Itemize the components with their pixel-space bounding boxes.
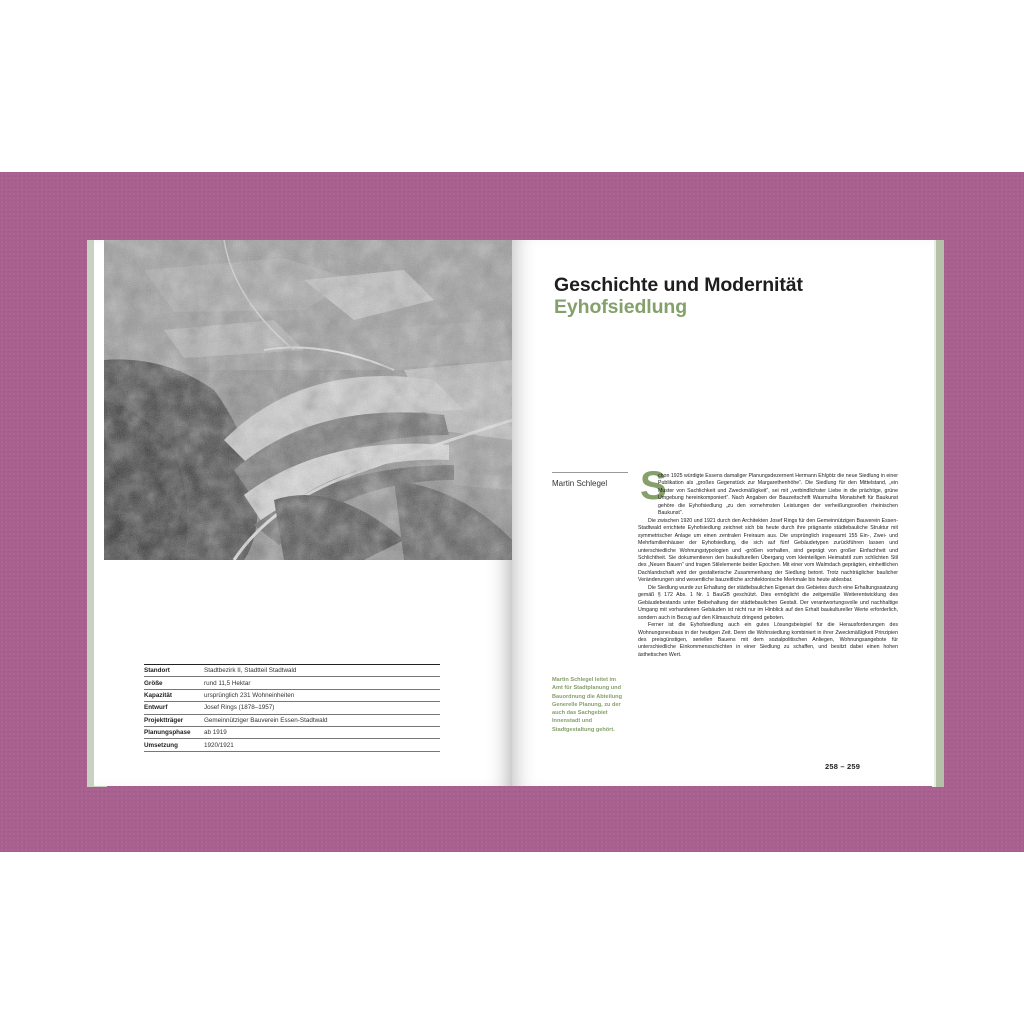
fact-label: Größe [144,679,163,687]
author-name: Martin Schlegel [552,479,608,488]
fact-value: 1920/1921 [204,741,234,749]
drop-cap: S [640,464,667,508]
table-row [144,677,440,689]
article-body [638,473,898,659]
left-page [94,240,512,786]
page-title: Geschichte und Modernität [554,274,803,296]
page-number: 258 – 259 [825,762,861,771]
table-row [144,702,440,714]
fact-label: Planungsphase [144,729,191,737]
fact-value: Stadtbezirk II, Stadtteil Stadtwald [204,667,297,675]
right-page [512,240,934,786]
table-row [144,665,440,677]
table-row [144,739,440,751]
fact-value: rund 11,5 Hektar [204,679,251,687]
table-row [144,690,440,702]
paragraph: Die Siedlung wurde zur Erhaltung der städtebaulichen Eigenart des Gebietes durch eine Erhaltungssatzung gemäß § 172 Abs. 1 Nr. 1 BauGB geschützt. Dies ermöglicht die zeitgemäße Weiterentwicklung des Gebäudebestands unter Beibehaltung der städtebaulichen Gestalt. Der verantwortungsvolle und nachhaltige Umgang mit vorhandenen Gebäuden ist nicht nur im Hinblick auf den Erhalt baukultureller Werte erforderlich, sondern auch in Bezug auf den Klimaschutz dringend geboten. [638,584,898,621]
table-row [144,715,440,727]
fact-label: Projektträger [144,716,184,724]
paragraph: Die zwischen 1920 und 1921 durch den Architekten Josef Rings für den Gemeinnützigen Bauverein Essen-Stadtwald errichtete Eyhofsiedlung zeichnet sich bis heute durch ihre prägnante städtebauliche Struktur mit symmetrischer Anlage um einen zentralen Freiraum aus. Die ursprünglich insgesamt 155 Ein-, Zwei- und Mehrfamilienhäuser der Eyhofsiedlung, die sich auf fünf Gebäudetypen zurückführen lassen und unterschiedliche Wohnungstypologien und -größen vorhalten, sind geprägt von großer Einfachheit und Schlichtheit. Sie dokumentieren den baukulturellen Übergang vom kleinteiligen Heimatstil zum schlichten Stil des „Neuen Bauen“ und tragen Stilelemente beider Epochen. Mit einer vom Walmdach geprägten, einheitlichen Dachlandschaft wird der gestalterische Zusammenhang der Siedlung betont. Trotz nachträglicher baulicher Veränderungen sind wesentliche bauzeitliche architektonische Merkmale bis heute ablesbar. [638,517,898,584]
table-row [144,727,440,739]
author-divider [552,472,628,473]
fact-label: Umsetzung [144,741,178,749]
fact-value: Gemeinnütziger Bauverein Essen-Stadtwald [204,716,328,724]
paragraph: chon 1925 würdigte Essens damaliger Planungsdezernent Hermann Ehlgötz die neue Siedlung in einer Publikation als „großes Gegenstück zur Margarethenhöhe“. Die Siedlung für den Mittelstand, „ein Muster von Sachlichkeit und Zweckmäßigkeit“, sei mit „verbindlichster Liebe in die prächtige, grüne Umgebung hereinkomponiert“. Nach Angaben der Bauzeitschrift Wasmuths Monatsheft für Baukunst gehöre die Eyhofsiedlung „zu den vornehmsten Leistungen der verheißungsvollen rheinischen Baukunst“. [658,473,898,517]
fact-label: Kapazität [144,691,172,699]
author-bio: Martin Schlegel leitet im Amt für Stadtplanung und Bauordnung die Abteilung Generelle Planung, zu der auch das Sachgebiet Innenstadt und Stadtgestaltung gehört. [552,677,623,733]
fact-label: Entwurf [144,704,168,712]
aerial-photo-image [104,240,512,560]
fact-value: ursprünglich 231 Wohneinheiten [204,691,295,699]
page-subtitle: Eyhofsiedlung [554,296,688,318]
aerial-photo [104,240,512,560]
paragraph: Ferner ist die Eyhofsiedlung auch ein gutes Lösungsbeispiel für die Herausforderungen des Wohnungsneubaus in der heutigen Zeit. Denn die Wohnsiedlung kombiniert in ihrer Zweckmäßigkeit Prinzipien des preisgünstigen, seriellen Bauens mit dem sozialpolitischen Anliegen, Wohnungsangebote für unterschiedliche Einkommensschichten in einer Siedlung zu schaffen, und besitzt dabei einen hohen ästhetischen Wert. [638,622,898,658]
facts-table [144,664,440,752]
fact-value: Josef Rings (1878–1957) [204,704,275,712]
fact-label: Standort [144,667,170,675]
fact-value: ab 1919 [204,729,227,737]
